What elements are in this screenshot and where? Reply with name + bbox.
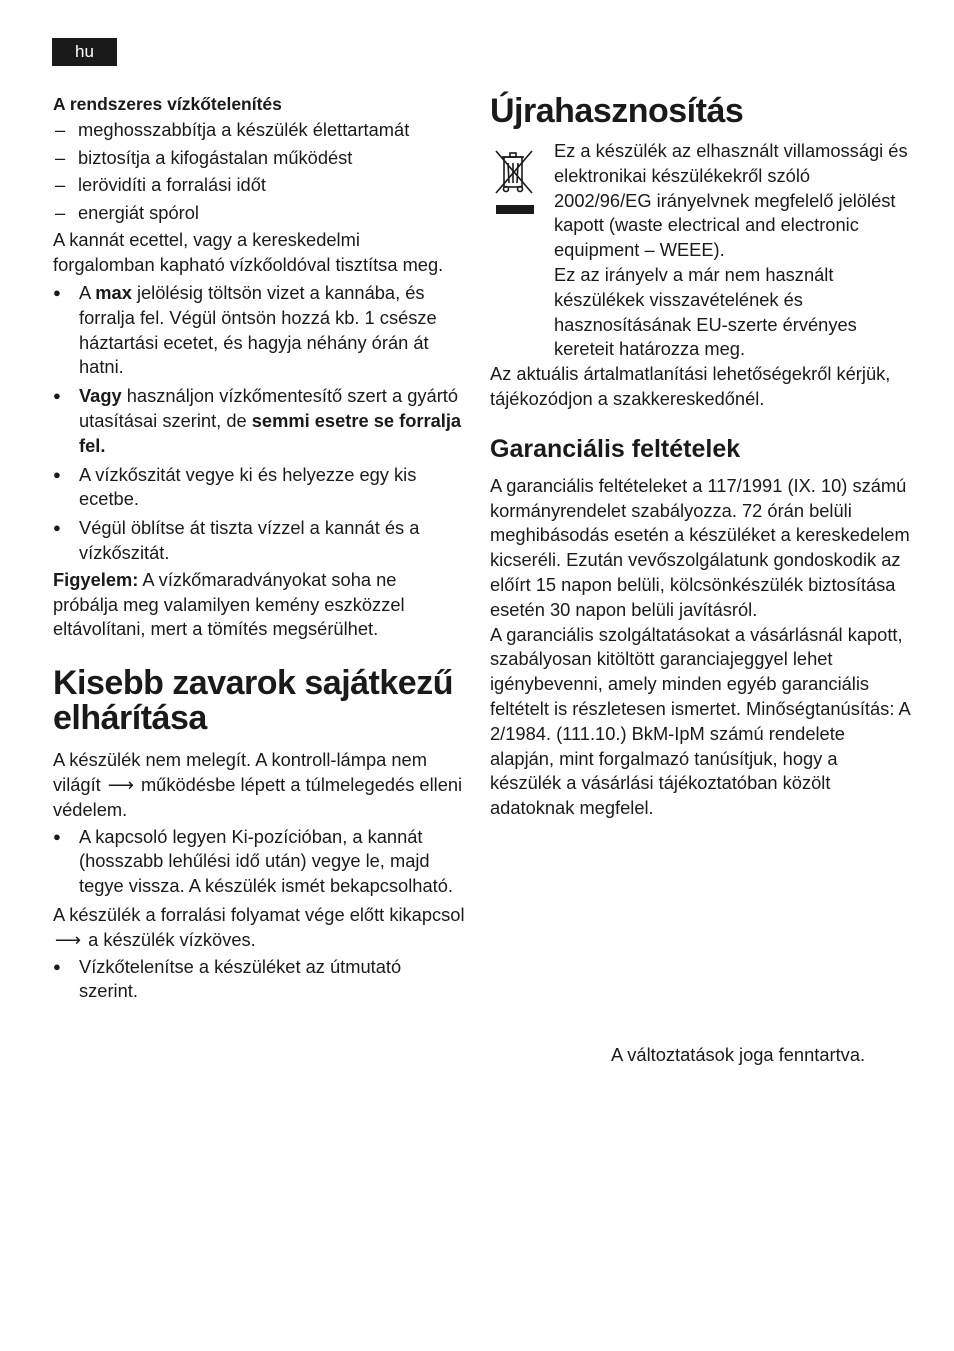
list-item [53,384,465,458]
text: A készülék nem melegít. A kontroll-lámpa nem világít [53,749,427,795]
text: jelölésig töltsön vizet a kannába, és forralja fel. Végül öntsön hozzá kb. 1 csésze háztartási ecetet, és hagyja néhány órán át hatni. [79,281,437,378]
left-column [53,92,465,1004]
weee-text [554,139,910,362]
weee-block [490,139,910,362]
troubleshooting-case-2 [53,903,465,953]
list-item: – energiát spórol [53,199,465,227]
troubleshooting-steps-1 [53,825,465,899]
list-item: – lerövidíti a forralási időt [53,171,465,199]
text: használjon vízkőmentesítő szert a gyártó utasításai szerint, de [79,385,459,431]
recycling-heading: Újrahasznosítás [490,92,744,130]
descaling-title: A rendszeres vízkőtelenítés [53,94,282,114]
crossed-out-wheelie-bin-icon [490,139,554,362]
note-text: A vízkőmaradványokat soha ne próbálja meg valamilyen kemény eszközzel eltávolítani, mert a tömítés megsérülhet. [53,568,405,640]
note-label: Figyelem: [53,568,139,590]
list-item: ● A vízkőszitát vegye ki és helyezze egy kis ecetbe. [53,463,465,513]
text: a készülék vízköves. [88,928,256,950]
list-item: ● A kapcsoló legyen Ki-pozícióban, a kannát (hosszabb lehűlési idő után) vegye le, majd tegye vissza. A készülék ismét bekapcsolható. [53,825,465,899]
list-item: – biztosítja a kifogástalan működést [53,144,465,172]
right-column [490,92,910,821]
troubleshooting-steps-2 [53,955,465,1005]
troubleshooting-case-1 [53,748,465,822]
list-item: – meghosszabbítja a készülék élettartamát [53,116,465,144]
list-item: ● Végül öblítse át tiszta vízzel a kannát és a vízkőszitát. [53,516,465,566]
list-item [53,281,465,380]
warranty-paragraph-2: A garanciális szolgáltatásokat a vásárlásnál kapott, szabályosan kitöltött garanciajeggyel lehet igénybevenni, amely minden egyéb garanciális feltételt is részletesen ismertet. Minőségtanúsítás: A 2/1984. (111.10.) BkM-IpM számú rendelete alapján, mint forgalmazó tanúsítjuk, hogy a készülék a vásárlási tájékoztatóban közölt adatoknak megfelel. [490,623,910,819]
arrow-right-icon: ⟶ [54,928,82,950]
descaling-benefits-list [53,116,465,226]
text: A készülék a forralási folyamat vége előtt kikapcsol [53,903,465,925]
language-badge: hu [52,38,117,66]
list-item: ● Vízkőtelenítse a készüléket az útmutató szerint. [53,955,465,1005]
emphasis: Vagy [79,385,122,407]
text: A [79,281,96,303]
text: működésbe lépett a túlmelegedés elleni védelem. [53,773,463,820]
descaling-steps-list [53,281,465,566]
recycling-paragraph-3: Az aktuális ártalmatlanítási lehetőségekről kérjük, tájékozódjon a szakkereskedőnél. [490,363,891,409]
warning-emphasis: semmi esetre se forralja fel. [79,409,462,456]
warranty-paragraph-1: A garanciális feltételeket a 117/1991 (IX. 10) számú kormányrendelet szabályozza. 72 órán belüli meghibásodás esetén a készüléket a kereskedelem kicseréli. Ezután vevőszolgálatunk gondoskodik az előírt 15 napon belüli, kölcsönkészülék biztosítása esetén 30 napon belüli javításról. [490,474,910,620]
descaling-intro: A kannát ecettel, vagy a kereskedelmi forgalomban kapható vízkőoldóval tisztítsa meg. [53,229,444,276]
arrow-right-icon: ⟶ [107,773,134,795]
footer-note: A változtatások joga fenntartva. [611,1044,866,1065]
troubleshooting-heading: Kisebb zavarok sajátkezű elhárítása [53,664,453,738]
warranty-heading: Garanciális feltételek [490,434,741,463]
recycling-paragraph-1: Ez a készülék az elhasznált villamossági és elektronikai készülékekről szóló 2002/96/EG irányelvnek megfelelő jelölést kapott (waste electrical and electronic equipment – WEEE). [554,140,908,261]
max-mark: max [95,281,132,303]
recycling-paragraph-2: Ez az irányelv a már nem használt készülékek visszavételének és hasznosításának EU-szerte érvényes kereteit határozza meg. [554,263,857,360]
descaling-note [53,568,465,642]
